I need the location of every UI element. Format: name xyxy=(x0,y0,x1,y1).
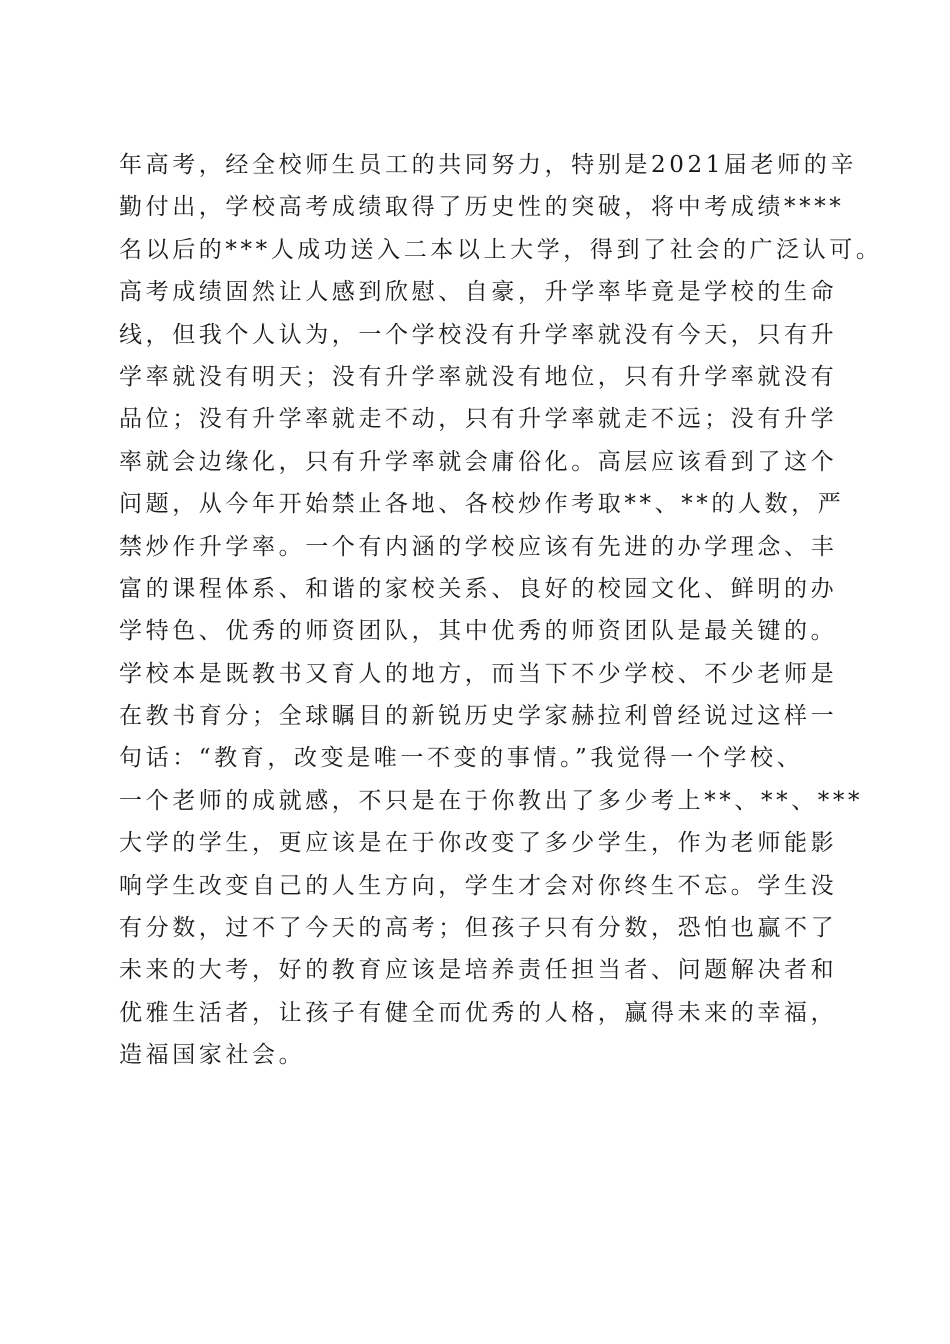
text-line-22: 造福国家社会。 xyxy=(119,1042,306,1069)
text-line-10: 禁炒作升学率。一个有内涵的学校应该有先进的办学理念、丰 xyxy=(119,533,838,560)
text-line-12: 学特色、优秀的师资团队，其中优秀的师资团队是最关键的。 xyxy=(119,618,838,645)
text-line-7: 品位；没有升学率就走不动，只有升学率就走不远；没有升学 xyxy=(119,406,838,433)
text-line-20: 未来的大考，好的教育应该是培养责任担当者、问题解决者和 xyxy=(119,957,838,984)
text-line-13: 学校本是既教书又育人的地方，而当下不少学校、不少老师是 xyxy=(119,660,838,687)
text-line-16: 一个老师的成就感，不只是在于你教出了多少考上**、**、*** xyxy=(119,787,864,814)
body-paragraph xyxy=(119,144,883,1077)
text-line-3: 名以后的***人成功送入二本以上大学，得到了社会的广泛认可。 xyxy=(119,236,883,263)
text-line-18: 响学生改变自己的人生方向，学生才会对你终生不忘。学生没 xyxy=(119,872,838,899)
text-line-8: 率就会边缘化，只有升学率就会庸俗化。高层应该看到了这个 xyxy=(119,448,838,475)
text-line-19: 有分数，过不了今天的高考；但孩子只有分数，恐怕也赢不了 xyxy=(119,915,838,942)
text-line-17: 大学的学生，更应该是在于你改变了多少学生，作为老师能影 xyxy=(119,830,838,857)
text-line-5: 线，但我个人认为，一个学校没有升学率就没有今天，只有升 xyxy=(119,321,838,348)
text-line-15: 句话：“教育，改变是唯一不变的事情。”我觉得一个学校、 xyxy=(119,745,804,772)
text-line-4: 高考成绩固然让人感到欣慰、自豪，升学率毕竟是学校的生命 xyxy=(119,279,838,306)
text-line-1: 年高考，经全校师生员工的共同努力，特别是2021届老师的辛 xyxy=(119,152,857,178)
text-line-9: 问题，从今年开始禁止各地、各校炒作考取**、**的人数，严 xyxy=(119,491,845,518)
text-line-11: 富的课程体系、和谐的家校关系、良好的校园文化、鲜明的办 xyxy=(119,575,838,602)
text-line-2: 勤付出，学校高考成绩取得了历史性的突破，将中考成绩**** xyxy=(119,194,845,221)
text-line-14: 在教书育分；全球瞩目的新锐历史学家赫拉利曾经说过这样一 xyxy=(119,703,838,730)
text-line-21: 优雅生活者，让孩子有健全而优秀的人格，赢得未来的幸福， xyxy=(119,999,838,1026)
text-line-6: 学率就没有明天；没有升学率就没有地位，只有升学率就没有 xyxy=(119,363,838,390)
